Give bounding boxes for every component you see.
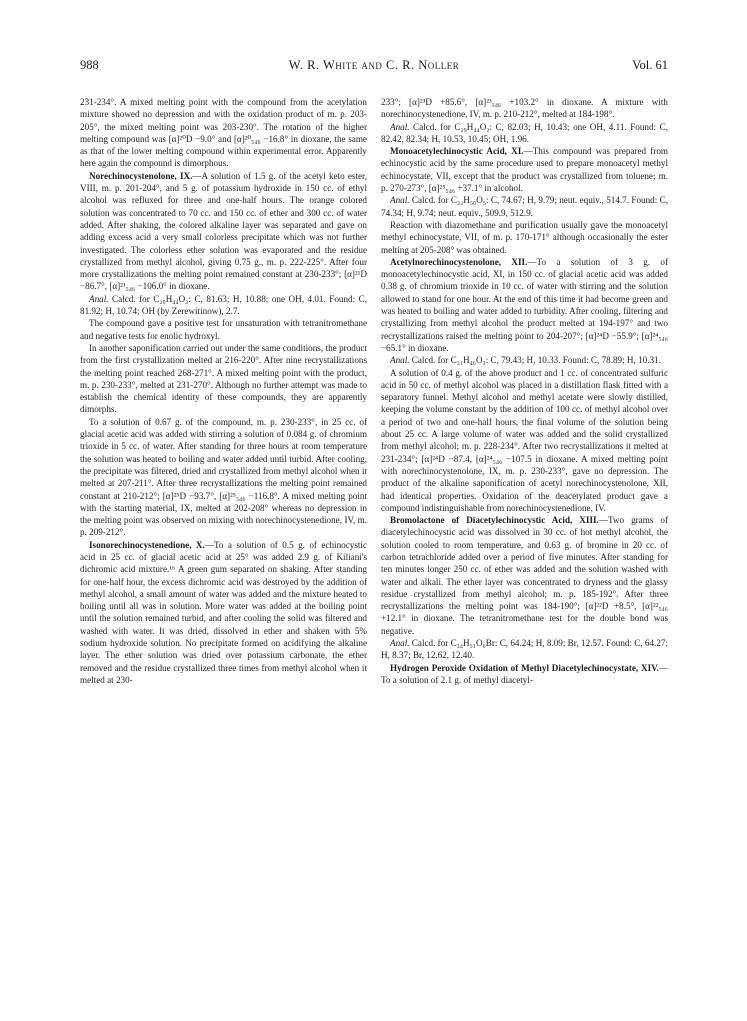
- paragraph: [381, 96, 668, 121]
- paragraph: [381, 662, 668, 687]
- paragraph-text: A solution of 0.4 g. of the above product and 1 cc. of concentrated sulfuric acid in 50 cc. of methyl alcohol was placed in a distillation flask fitted with a separatory funnel. Methyl alcohol and methyl acetate were slowly distilled, keeping the volume constant by the addition of 100 cc. of methyl alcohol over a period of two and one-half hours, the final volume of the solution being about 25 cc. A large volume of water was added and the solid crystallized from methyl alcohol; m. p. 228-234°. After two recrystallizations it melted at 231-234°; [α]²⁴D −87.4, [α]²⁴₅₄₆ −107.5 in dioxane. A mixed melting point with norechinocystenolone, IX, m. p. 230-233°, gave no depression. The product of the alkaline saponification of acetyl norechinocystenolone, XII, had identical properties. Oxidation of the deacetylated product gave a compound indistinguishable from norechinocystenedione, IV.: [381, 367, 668, 513]
- paragraph-text: Calcd. for C₃₂H₅₀O₅: C, 74.67; H, 9.79; neut. equiv., 514.7. Found: C, 74.34; H, 9.74; neut. equiv., 509.9, 512.9.: [381, 195, 668, 218]
- paragraph-text: Calcd. for C₃₁H₄₆O₃: C, 79.43; H, 10.33. Found: C, 78.89; H, 10.31.: [409, 355, 661, 366]
- paragraph: [381, 367, 668, 515]
- paragraph: [80, 96, 367, 170]
- section-heading: Isonorechinocystenedione, X.: [89, 539, 205, 550]
- analysis-label: Anal.: [89, 293, 109, 304]
- paragraph-text: Calcd. for C₂₉H₄₄O₂: C, 82.03; H, 10.43; one OH, 4.11. Found: C, 82.42, 82.34; H, 10.53, 10.45; OH, 1.96.: [381, 121, 668, 144]
- section-heading: Norechinocystenolone, IX.: [89, 170, 193, 181]
- paragraph: [381, 121, 668, 146]
- section-heading: Hydrogen Peroxide Oxidation of Methyl Diacetylechinocystate, XIV.: [390, 662, 659, 673]
- section-heading: Monoacetylechinocystic Acid, XI.: [390, 146, 524, 157]
- analysis-label: Anal.: [390, 638, 410, 649]
- paragraph-text: The compound gave a positive test for unsaturation with tetranitromethane and negative tests for enolic hydroxyl.: [80, 318, 367, 341]
- paragraph: [80, 416, 367, 539]
- paragraph: [381, 194, 668, 219]
- paragraph-text: Calcd. for C₂₉H₄₄O₂: C, 81.63; H, 10.88; one OH, 4.01. Found: C, 81.92; H, 10.74; OH (by Zerewitinow), 2.7.: [80, 293, 367, 317]
- analysis-label: Anal.: [390, 355, 410, 366]
- left-column: [80, 96, 367, 686]
- paragraph-text: —This compound was prepared from echinocystic acid by the same procedure used to prepare monoacetyl methyl echinocystate, VII, except that the product was crystallized from toluene; m. p. 270-273°, [α]²⁵₅₄₆ +37.1° in alcohol.: [381, 146, 668, 194]
- paragraph: [381, 145, 668, 194]
- volume-label: Vol. 61: [632, 58, 668, 72]
- paragraph-text: 231-234°. A mixed melting point with the compound from the acetylation mixture showed no depression and with the oxidation product of m. p. 203-205°, the mixed melting point was 203-230°. The rotation of the higher melting compound was [α]²⁰D −9.0° and [α]²⁰₅₄₆ −16.8° in dioxane, the same as that of the lower melting compound within experimental error. Apparently here again the compound is dimorphous.: [80, 97, 367, 169]
- running-title: W. R. White and C. R. Noller: [288, 58, 460, 72]
- paragraph-text: Reaction with diazomethane and purification usually gave the monoacetyl methyl echinocystate, VII, of m. p. 170-171° although occasionally the ester melting at 205-208° was obtained.: [381, 219, 668, 255]
- paragraph-text: In another saponification carried out under the same conditions, the product from the first crystallization melted at 216-220°. After nine recrystallizations the melting point reached 268-271°. A mixed melting point with the product, m. p. 230-233°, melted at 231-270°. Although no further attempt was made to establish the chemical identity of these compounds, they are apparently dimorphs.: [80, 342, 367, 415]
- analysis-label: Anal.: [390, 121, 410, 132]
- analysis-label: Anal.: [390, 195, 410, 206]
- paragraph: [80, 539, 367, 687]
- paragraph-text: Calcd. for C₃₄H₅₁O₆Br: C, 64.24; H, 8.09; Br, 12.57. Found: C, 64.27; H, 8.37; Br, 12.62, 12.40.: [381, 638, 668, 661]
- paragraph: [381, 514, 668, 637]
- paragraph: [80, 170, 367, 293]
- paragraph-text: —A solution of 1.5 g. of the acetyl keto ester, VIII, m. p. 201-204°, and 5 g. of potassium hydroxide in 150 cc. of ethyl alcohol was refluxed for three and one-half hours. The orange colored solution was concentrated to 70 cc. and 150 cc. of ether and 300 cc. of water added. After shaking, the colored alkaline layer was separated and gave on adding excess acid a very small colorless precipitate which was not further investigated. The colorless ether solution was evaporated and the residue crystallized from methyl alcohol, giving 0.75 g., m. p. 222-225°. After four more crystallizations the melting point remained constant at 230-233°; [α]²¹D −86.7°, [α]²¹₅₄₆ −106.0° in dioxane.: [80, 170, 368, 292]
- section-heading: Bromolactone of Diacetylechinocystic Acid, XIII.: [390, 515, 599, 526]
- paragraph: [381, 354, 668, 366]
- paragraph: [381, 637, 668, 662]
- paragraph-text: To a solution of 0.67 g. of the compound, m. p. 230-233°, in 25 cc. of glacial acetic acid was added with stirring a solution of 0.084 g. of chromium trioxide in 5 cc. of water. After standing for three hours at room temperature the solution was heated to boiling and water added until turbid. After cooling, the precipitate was filtered, dried and crystallized from methyl alcohol when it melted at 207-211°. After three recrystallizations the melting point remained constant at 210-212°; [α]²⁵D −93.7°, [α]²⁵₅₄₆ −116.8°. A mixed melting point with the starting material, IX, melted at 202-208° whereas no depression in the melting point was observed on mixing with norechinocystenedione, IV, m. p. 209-212°.: [80, 416, 367, 538]
- paragraph: [80, 293, 367, 318]
- paragraph: [381, 256, 668, 354]
- paragraph: [80, 317, 367, 342]
- paragraph: [80, 342, 367, 416]
- paragraph: [381, 219, 668, 256]
- paragraph-text: 233°; [α]²³D +85.6°, [α]²³₅₄₆ +103.2° in dioxane. A mixture with norechinocystenedione, IV, m. p. 210-212°, melted at 184-198°.: [381, 97, 668, 120]
- right-column: [381, 96, 668, 686]
- paragraph-text: —To a solution of 3 g. of monoacetylechinocystic acid, XI, in 150 cc. of glacial acetic acid was added 0.38 g. of chromium trioxide in 10 cc. of water with stirring and the solution allowed to stand for one hour. At the end of this time it had become green and was heated to boiling and water added to turbidity. After cooling, filtering and crystallizing from methyl alcohol the product melted at 194-197° and two recrystallizations raised the melting point to 204-207°; [α]²⁴D −55.9°; [α]²⁴₅₄₆ −65.1° in dioxane.: [381, 256, 668, 353]
- paragraph-text: —To a solution of 0.5 g. of echinocystic acid in 25 cc. of glacial acetic acid at 25° was added 2.9 g. of Kiliani's dichromic acid mixture.¹⁶ A green gum separated on shaking. After standing for one-half hour, the excess dichromic acid was destroyed by the addition of methyl alcohol, a small amount of water was added and the mixture heated to boiling until all was in solution. More water was added at the boiling point until the solution remained turbid, and after cooling the solid was filtered and washed with water. It was dried, dissolved in ether and shaken with 5% sodium hydroxide solution. No precipitate formed on acidifying the alkaline layer. The ether solution was dried over potassium carbonate, the ether removed and the residue crystallized three times from methyl alcohol when it melted at 230-: [80, 539, 368, 685]
- paragraph-text: —Two grams of diacetylechinocystic acid was dissolved in 30 cc. of hot methyl alcohol, the solution cooled to room temperature, and 0.63 g. of bromine in 20 cc. of carbon tetrachloride added over a period of five minutes. After standing for ten minutes longer 250 cc. of ether was added and the solution washed with water and alkali. The ether layer was concentrated to dryness and the glassy residue crystallized from methyl alcohol; m. p. 185-192°. After three recrystallizations the melting point was 184-190°; [α]²²D +8.5°, [α]²²₅₄₆ +12.1° in dioxane. The tetranitromethane test for the double bond was negative.: [381, 515, 668, 636]
- paragraph-text: —To a solution of 2.1 g. of methyl diacetyl-: [381, 662, 668, 685]
- section-heading: Acetylnorechinocystenolone, XII.: [390, 256, 528, 267]
- page-number: 988: [80, 58, 99, 72]
- page-header: [80, 58, 668, 76]
